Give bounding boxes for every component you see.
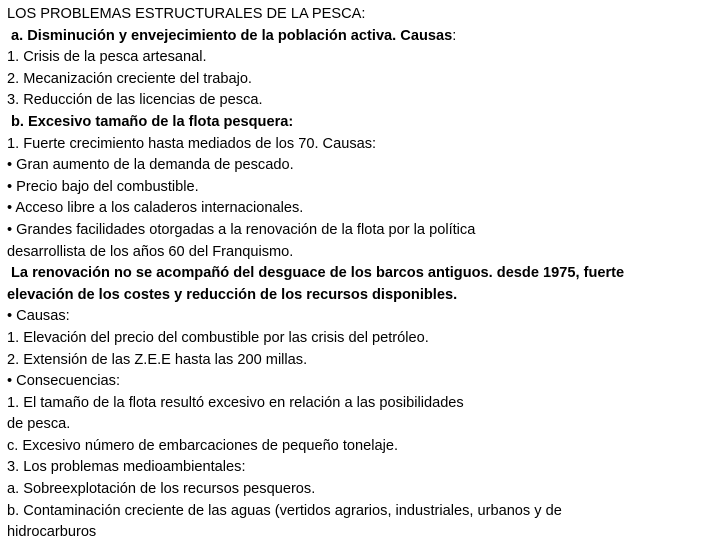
list-item: b. Contaminación creciente de las aguas (vertidos agrarios, industriales, urbanos y de xyxy=(7,502,562,519)
list-item: 1. El tamaño de la flota resultó excesivo en relación a las posibilidades xyxy=(7,394,464,411)
list-item: 3. Los problemas medioambientales: xyxy=(7,459,246,476)
list-item: 1. Crisis de la pesca artesanal. xyxy=(7,49,207,66)
consequences-label: • Consecuencias: xyxy=(7,373,121,390)
list-item: 1. Fuerte crecimiento hasta mediados de los 70. Causas: xyxy=(7,135,377,152)
list-item: a. Sobreexplotación de los recursos pesqueros. xyxy=(7,481,316,498)
causes-label: • Causas: xyxy=(7,308,70,325)
bullet-item: • Acceso libre a los caladeros internacionales. xyxy=(7,200,304,217)
list-item: 2. Mecanización creciente del trabajo. xyxy=(7,70,252,87)
bullet-continuation: desarrollista de los años 60 del Franquismo. xyxy=(7,243,294,260)
bullet-item: • Grandes facilidades otorgadas a la renovación de la flota por la política xyxy=(7,221,476,238)
section-a-heading xyxy=(7,26,713,48)
section-c-heading: c. Excesivo número de embarcaciones de pequeño tonelaje. xyxy=(7,437,399,454)
section-a-heading-text: a. Disminución y envejecimiento de la población activa. Causas xyxy=(11,27,453,44)
list-item: 1. Elevación del precio del combustible por las crisis del petróleo. xyxy=(7,329,429,346)
document-body xyxy=(7,4,713,544)
list-item: 3. Reducción de las licencias de pesca. xyxy=(7,92,263,109)
list-item-continuation: de pesca. xyxy=(7,416,71,433)
bullet-item: • Gran aumento de la demanda de pescado. xyxy=(7,157,294,174)
list-item-continuation: hidrocarburos xyxy=(7,524,97,541)
bullet-item: • Precio bajo del combustible. xyxy=(7,178,199,195)
list-item: 2. Extensión de las Z.E.E hasta las 200 millas. xyxy=(7,351,308,368)
bold-statement-line: elevación de los costes y reducción de los recursos disponibles. xyxy=(7,286,458,303)
bold-statement-line: La renovación no se acompañó del desguace de los barcos antiguos. desde 1975, fuerte xyxy=(11,265,625,282)
section-b-heading: b. Excesivo tamaño de la flota pesquera: xyxy=(11,113,294,130)
page-title: LOS PROBLEMAS ESTRUCTURALES DE LA PESCA: xyxy=(7,6,366,22)
section-a-heading-suffix: : xyxy=(452,27,457,44)
